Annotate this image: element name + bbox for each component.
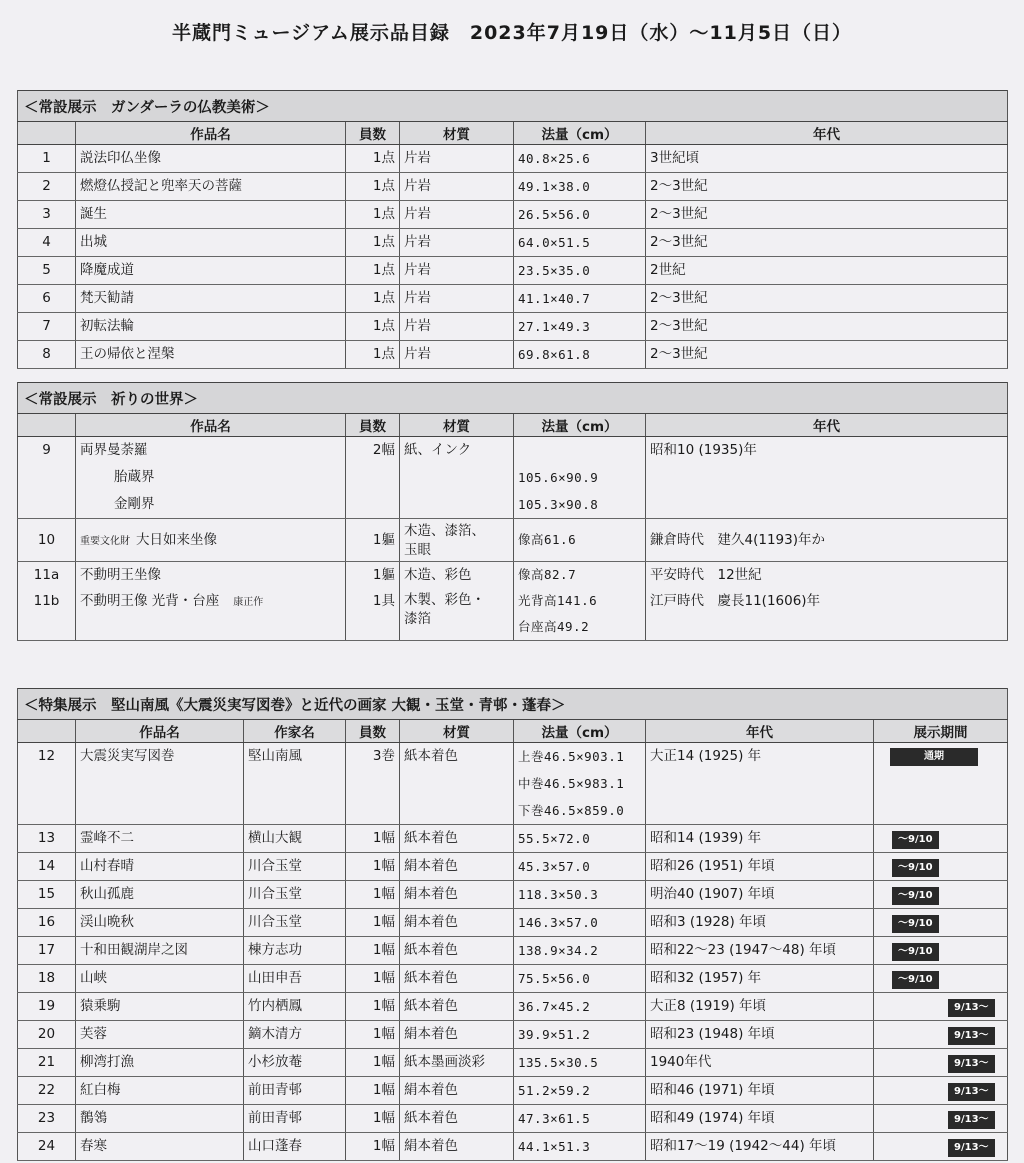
table-row [18, 1105, 1008, 1133]
exhibit-period-badge: 9/13〜 [948, 1083, 995, 1101]
item-title: 柳湾打漁 [76, 1049, 244, 1077]
item-title: 燃燈仏授記と兜率天の菩薩 [76, 173, 346, 201]
item-exhibit-period [874, 1021, 1008, 1049]
table-row [18, 229, 1008, 257]
item-period: 大正14 (1925) 年 [646, 743, 874, 825]
item-period: 昭和3 (1928) 年頃 [646, 909, 874, 937]
item-period: 江戸時代 慶長11(1606)年 [646, 588, 1008, 641]
item-count: 1幅 [346, 965, 400, 993]
item-number: 22 [18, 1077, 76, 1105]
item-count: 3巻 [346, 743, 400, 825]
item-material: 紙本墨画淡彩 [400, 1049, 514, 1077]
item-exhibit-period [874, 1077, 1008, 1105]
exhibit-period-badge: 〜9/10 [892, 859, 939, 877]
col-exhibit-period: 展示期間 [874, 720, 1008, 743]
item-title: 山村春晴 [76, 853, 244, 881]
table-row [18, 201, 1008, 229]
item-number: 11a [18, 562, 76, 589]
item-number: 6 [18, 285, 76, 313]
item-size: 41.1×40.7 [514, 285, 646, 313]
item-number: 8 [18, 341, 76, 369]
table-row [18, 993, 1008, 1021]
item-exhibit-period [874, 881, 1008, 909]
item-count: 1点 [346, 285, 400, 313]
item-artist: 鏑木清方 [244, 1021, 346, 1049]
col-artist: 作家名 [244, 720, 346, 743]
item-artist: 前田青邨 [244, 1105, 346, 1133]
item-artist: 横山大観 [244, 825, 346, 853]
table-row [18, 257, 1008, 285]
item-count: 1具 [346, 588, 400, 641]
item-artist: 川合玉堂 [244, 909, 346, 937]
item-material: 片岩 [400, 313, 514, 341]
item-size: 上巻46.5×903.1 中巻46.5×983.1 下巻46.5×859.0 [514, 743, 646, 825]
item-material: 片岩 [400, 201, 514, 229]
item-material: 片岩 [400, 173, 514, 201]
section-heading: ＜常設展示 祈りの世界＞ [18, 383, 1008, 414]
item-material: 紙本着色 [400, 965, 514, 993]
item-size: 39.9×51.2 [514, 1021, 646, 1049]
table-row [18, 881, 1008, 909]
item-size: 27.1×49.3 [514, 313, 646, 341]
item-period: 3世紀頃 [646, 145, 1008, 173]
section-heading: ＜特集展示 堅山南風《大震災実写図巻》と近代の画家 大観・玉堂・青邨・蓬春＞ [18, 689, 1008, 720]
item-number: 19 [18, 993, 76, 1021]
item-exhibit-period [874, 1105, 1008, 1133]
table-row [18, 588, 1008, 641]
item-count: 1点 [346, 257, 400, 285]
item-title: 山峡 [76, 965, 244, 993]
item-title: 春寒 [76, 1133, 244, 1161]
item-size: 26.5×56.0 [514, 201, 646, 229]
col-title: 作品名 [76, 720, 244, 743]
exhibit-period-badge: 9/13〜 [948, 999, 995, 1017]
item-count: 1幅 [346, 825, 400, 853]
col-no [18, 414, 76, 437]
item-title: 不動明王坐像 [76, 562, 346, 589]
item-size: 44.1×51.3 [514, 1133, 646, 1161]
item-period: 2世紀 [646, 257, 1008, 285]
sub-item-title: 金剛界 [114, 496, 155, 512]
item-count: 1幅 [346, 909, 400, 937]
item-title: 重要文化財 大日如来坐像 [76, 519, 346, 562]
item-size: 光背高141.6 台座高49.2 [514, 588, 646, 641]
item-title: 降魔成道 [76, 257, 346, 285]
item-period: 昭和32 (1957) 年 [646, 965, 874, 993]
item-number: 7 [18, 313, 76, 341]
col-count: 員数 [346, 720, 400, 743]
item-artist: 山田申吾 [244, 965, 346, 993]
col-title: 作品名 [76, 122, 346, 145]
item-size: 146.3×57.0 [514, 909, 646, 937]
item-material: 絹本着色 [400, 909, 514, 937]
item-number: 2 [18, 173, 76, 201]
item-period: 昭和26 (1951) 年頃 [646, 853, 874, 881]
item-size: 75.5×56.0 [514, 965, 646, 993]
col-material: 材質 [400, 720, 514, 743]
item-period: 昭和14 (1939) 年 [646, 825, 874, 853]
item-count: 1幅 [346, 1133, 400, 1161]
item-count: 1幅 [346, 1105, 400, 1133]
item-material: 片岩 [400, 341, 514, 369]
item-period: 昭和17〜19 (1942〜44) 年頃 [646, 1133, 874, 1161]
item-title: 王の帰依と涅槃 [76, 341, 346, 369]
table-row [18, 965, 1008, 993]
item-period: 大正8 (1919) 年頃 [646, 993, 874, 1021]
table-row [18, 1021, 1008, 1049]
sub-item-title: 胎蔵界 [114, 469, 155, 485]
item-size: 49.1×38.0 [514, 173, 646, 201]
item-number: 16 [18, 909, 76, 937]
item-number: 13 [18, 825, 76, 853]
item-count: 1点 [346, 313, 400, 341]
item-number: 20 [18, 1021, 76, 1049]
item-period: 2〜3世紀 [646, 229, 1008, 257]
item-size: 23.5×35.0 [514, 257, 646, 285]
item-number: 14 [18, 853, 76, 881]
exhibit-period-badge: 9/13〜 [948, 1111, 995, 1129]
item-title: 初転法輪 [76, 313, 346, 341]
item-title: 梵天勧請 [76, 285, 346, 313]
item-count: 1幅 [346, 993, 400, 1021]
col-size: 法量（cm） [514, 720, 646, 743]
item-title: 説法印仏坐像 [76, 145, 346, 173]
item-exhibit-period [874, 853, 1008, 881]
table-row [18, 519, 1008, 562]
item-material: 木造、彩色 [400, 562, 514, 589]
item-period: 2〜3世紀 [646, 341, 1008, 369]
item-exhibit-period [874, 965, 1008, 993]
item-exhibit-period [874, 909, 1008, 937]
item-number: 18 [18, 965, 76, 993]
item-period: 平安時代 12世紀 [646, 562, 1008, 589]
exhibit-period-badge: 〜9/10 [892, 971, 939, 989]
item-size: 55.5×72.0 [514, 825, 646, 853]
table-row [18, 437, 1008, 519]
item-size: 138.9×34.2 [514, 937, 646, 965]
item-title: 秋山孤鹿 [76, 881, 244, 909]
item-title: 霊峰不二 [76, 825, 244, 853]
exhibit-period-badge: 通期 [890, 748, 978, 766]
table-row [18, 853, 1008, 881]
item-count: 1幅 [346, 881, 400, 909]
table-row [18, 825, 1008, 853]
item-period: 昭和46 (1971) 年頃 [646, 1077, 874, 1105]
page-title: 半蔵門ミュージアム展示品目録 2023年7月19日（水）〜11月5日（日） [171, 22, 853, 44]
item-exhibit-period [874, 1049, 1008, 1077]
table-row [18, 285, 1008, 313]
item-material: 片岩 [400, 285, 514, 313]
item-material: 絹本着色 [400, 1133, 514, 1161]
col-count: 員数 [346, 414, 400, 437]
item-count: 1点 [346, 201, 400, 229]
exhibit-period-badge: 9/13〜 [948, 1055, 995, 1073]
item-count: 1軀 [346, 562, 400, 589]
col-period: 年代 [646, 414, 1008, 437]
item-artist: 前田青邨 [244, 1077, 346, 1105]
item-size: 36.7×45.2 [514, 993, 646, 1021]
table-row [18, 173, 1008, 201]
item-count: 1幅 [346, 937, 400, 965]
item-number: 9 [18, 437, 76, 519]
item-artist: 小杉放菴 [244, 1049, 346, 1077]
item-artist: 堅山南風 [244, 743, 346, 825]
exhibit-period-badge: 〜9/10 [892, 915, 939, 933]
item-period: 昭和22〜23 (1947〜48) 年頃 [646, 937, 874, 965]
item-material: 木製、彩色・ 漆箔 [400, 588, 514, 641]
col-size: 法量（cm） [514, 122, 646, 145]
item-period: 2〜3世紀 [646, 313, 1008, 341]
item-size: 69.8×61.8 [514, 341, 646, 369]
col-material: 材質 [400, 122, 514, 145]
prayer-table [17, 382, 1008, 641]
gandhara-table [17, 90, 1008, 369]
item-title: 十和田観湖岸之図 [76, 937, 244, 965]
item-number: 24 [18, 1133, 76, 1161]
item-material: 絹本着色 [400, 1021, 514, 1049]
item-count: 2幅 [346, 437, 400, 519]
item-material: 紙、インク [400, 437, 514, 519]
item-size: 像高82.7 [514, 562, 646, 589]
item-period: 昭和10 (1935)年 [646, 437, 1008, 519]
item-count: 1幅 [346, 1049, 400, 1077]
col-period: 年代 [646, 122, 1008, 145]
item-period: 1940年代 [646, 1049, 874, 1077]
table-row [18, 937, 1008, 965]
special-exhibit-table [17, 688, 1008, 1161]
item-number: 4 [18, 229, 76, 257]
table-row [18, 1133, 1008, 1161]
item-title: 鶺鴒 [76, 1105, 244, 1133]
item-artist: 山口蓬春 [244, 1133, 346, 1161]
item-size: 45.3×57.0 [514, 853, 646, 881]
item-exhibit-period [874, 1133, 1008, 1161]
carver-badge: 康正作 [233, 597, 264, 608]
item-size: 47.3×61.5 [514, 1105, 646, 1133]
item-number: 10 [18, 519, 76, 562]
table-row [18, 909, 1008, 937]
item-material: 木造、漆箔、 玉眼 [400, 519, 514, 562]
item-number: 1 [18, 145, 76, 173]
item-count: 1点 [346, 341, 400, 369]
table-row [18, 743, 1008, 825]
item-title: 大震災実写図巻 [76, 743, 244, 825]
item-title: 渓山晩秋 [76, 909, 244, 937]
item-exhibit-period [874, 993, 1008, 1021]
item-title: 猿乗駒 [76, 993, 244, 1021]
item-exhibit-period [874, 937, 1008, 965]
item-size: 135.5×30.5 [514, 1049, 646, 1077]
item-count: 1点 [346, 145, 400, 173]
col-no [18, 122, 76, 145]
item-artist: 川合玉堂 [244, 853, 346, 881]
col-material: 材質 [400, 414, 514, 437]
item-period: 2〜3世紀 [646, 173, 1008, 201]
col-no [18, 720, 76, 743]
item-material: 紙本着色 [400, 1105, 514, 1133]
item-size: 105.6×90.9 105.3×90.8 [514, 437, 646, 519]
table-row [18, 1077, 1008, 1105]
item-title: 両界曼荼羅 胎蔵界 金剛界 [76, 437, 346, 519]
item-title: 出城 [76, 229, 346, 257]
item-artist: 竹内栖鳳 [244, 993, 346, 1021]
exhibit-period-badge: 〜9/10 [892, 831, 939, 849]
table-row [18, 562, 1008, 589]
item-title: 誕生 [76, 201, 346, 229]
item-size: 像高61.6 [514, 519, 646, 562]
item-material: 紙本着色 [400, 993, 514, 1021]
item-exhibit-period [874, 825, 1008, 853]
table-row [18, 313, 1008, 341]
item-count: 1幅 [346, 853, 400, 881]
item-count: 1幅 [346, 1077, 400, 1105]
item-period: 2〜3世紀 [646, 201, 1008, 229]
item-material: 紙本着色 [400, 825, 514, 853]
col-title: 作品名 [76, 414, 346, 437]
item-count: 1軀 [346, 519, 400, 562]
item-size: 64.0×51.5 [514, 229, 646, 257]
item-size: 40.8×25.6 [514, 145, 646, 173]
item-material: 絹本着色 [400, 1077, 514, 1105]
exhibit-period-badge: 9/13〜 [948, 1139, 995, 1157]
item-number: 21 [18, 1049, 76, 1077]
exhibit-period-badge: 9/13〜 [948, 1027, 995, 1045]
item-number: 17 [18, 937, 76, 965]
item-title: 不動明王像 光背・台座 康正作 [76, 588, 346, 641]
exhibit-period-badge: 〜9/10 [892, 943, 939, 961]
section-heading: ＜常設展示 ガンダーラの仏教美術＞ [18, 91, 1008, 122]
item-title: 紅白梅 [76, 1077, 244, 1105]
item-number: 12 [18, 743, 76, 825]
item-number: 3 [18, 201, 76, 229]
item-material: 片岩 [400, 145, 514, 173]
item-count: 1点 [346, 173, 400, 201]
item-period: 昭和49 (1974) 年頃 [646, 1105, 874, 1133]
col-count: 員数 [346, 122, 400, 145]
item-material: 片岩 [400, 229, 514, 257]
item-number: 5 [18, 257, 76, 285]
item-size: 51.2×59.2 [514, 1077, 646, 1105]
col-period: 年代 [646, 720, 874, 743]
table-row [18, 341, 1008, 369]
item-number: 23 [18, 1105, 76, 1133]
table-row [18, 145, 1008, 173]
item-size: 118.3×50.3 [514, 881, 646, 909]
item-period: 昭和23 (1948) 年頃 [646, 1021, 874, 1049]
item-period: 2〜3世紀 [646, 285, 1008, 313]
item-count: 1幅 [346, 1021, 400, 1049]
item-count: 1点 [346, 229, 400, 257]
item-number: 11b [18, 588, 76, 641]
item-exhibit-period [874, 743, 1008, 825]
col-size: 法量（cm） [514, 414, 646, 437]
item-artist: 棟方志功 [244, 937, 346, 965]
item-material: 片岩 [400, 257, 514, 285]
item-period: 鎌倉時代 建久4(1193)年か [646, 519, 1008, 562]
important-property-badge: 重要文化財 [80, 536, 130, 547]
item-material: 紙本着色 [400, 937, 514, 965]
item-material: 絹本着色 [400, 853, 514, 881]
item-title: 芙蓉 [76, 1021, 244, 1049]
exhibit-period-badge: 〜9/10 [892, 887, 939, 905]
item-period: 明治40 (1907) 年頃 [646, 881, 874, 909]
item-material: 絹本着色 [400, 881, 514, 909]
item-artist: 川合玉堂 [244, 881, 346, 909]
item-number: 15 [18, 881, 76, 909]
table-row [18, 1049, 1008, 1077]
item-material: 紙本着色 [400, 743, 514, 825]
